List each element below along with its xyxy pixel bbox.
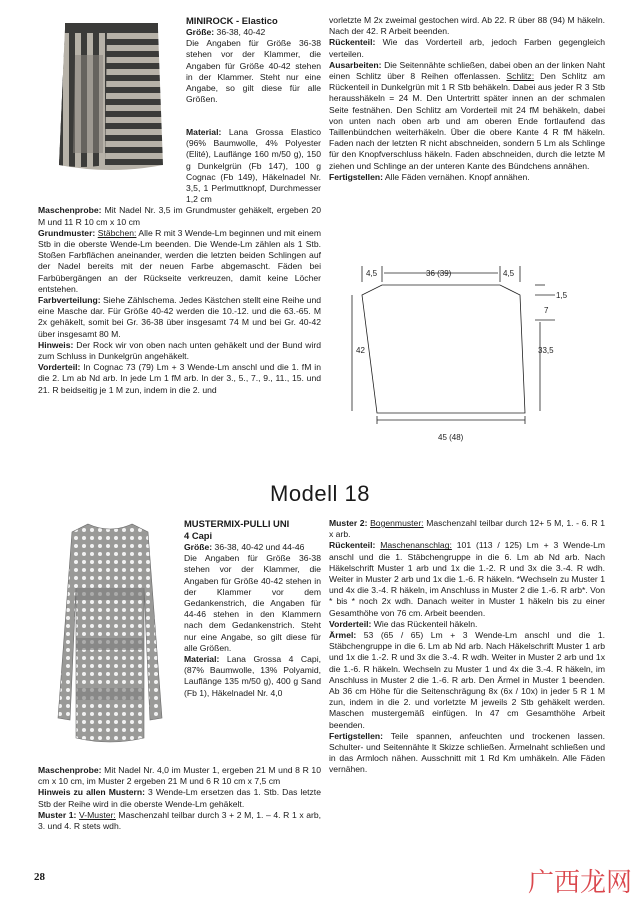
minirock-front-text: In Cognac 73 (79) Lm + 3 Wende-Lm anschl und die 1. fM in die 2. Lm ab Nd arb. In jede Lm 1 fM arb. In der 3., 5., 7., 9., 11., 15. und 21. R beidseitig je 1 M zun, indem in die 2. und bbox=[38, 362, 321, 395]
pulli-instructions-cont bbox=[329, 518, 605, 776]
pulli-note-text: 3 Wende-Lm ersetzen das 1. Stb. Das letzte Stb der Reihe wird in die oberste Wende-Lm gehäkelt. bbox=[38, 787, 321, 809]
minirock-final-text: Alle Fäden vernähen. Knopf annähen. bbox=[382, 171, 530, 182]
pulli-back-sub: Maschenanschlag: bbox=[380, 540, 452, 551]
pulli-material-label: Material: bbox=[184, 654, 220, 665]
model-heading: Modell 18 bbox=[270, 481, 370, 506]
minirock-finishing-label: Ausarbeiten: bbox=[329, 59, 382, 70]
minirock-pattern-label: Grundmuster: bbox=[38, 227, 96, 238]
minirock-gauge-text: Mit Nadel Nr. 3,5 im Grundmuster gehäkelt, ergeben 20 M und 11 R 10 cm x 10 cm bbox=[38, 205, 321, 227]
pulli-sleeve-text: 53 (65 / 65) Lm + 3 Wende-Lm anschl und die 1. Stäbchengruppe in die 6. Lm ab Nd arb. Nach Häkelschrift Muster 1 arb und 1x die 1.-2. R und 3x die 3.-4. R wdh. Weiter in Muster 2 arb und 1x die 1.-6. R häkeln. Wechseln zu Muster 1 und 4x die 3.-4. R häkeln, im Anschluss in Muster 2 die 1.-6. R arb. Den Ärmel in Muster 1 beenden. Ab 36 cm Höhe für die Seitenschrägung 8x (6x / 10x) in jeder 5 R 1 M zun, indem in die 2. und vorletzte M jeweils 2 Stb gehäkelt werden. Maschen mustergemäß einfügen. In 47 cm Gesamthöhe Arbeit beenden. bbox=[329, 630, 605, 730]
schematic-side-height: 33,5 bbox=[538, 346, 554, 355]
minirock-front-text-cont: vorletzte M 2x zweimal gestochen wird. Ab 22. R über 88 (94) M häkeln. Nach der 42. R Arbeit beenden. bbox=[329, 15, 605, 37]
pulli-note-label: Hinweis zu allen Mustern: bbox=[38, 787, 145, 798]
pulli-final-label: Fertigstellen: bbox=[329, 730, 383, 741]
schematic-total-height: 42 bbox=[356, 346, 365, 355]
pulli-front-text: Wie das Rückenteil häkeln. bbox=[371, 618, 478, 629]
pulli-sleeve-label: Ärmel: bbox=[329, 630, 357, 641]
minirock-note-label: Hinweis: bbox=[38, 339, 74, 350]
schematic-top-width: 36 (39) bbox=[426, 269, 452, 278]
pulli-back-label: Rückenteil: bbox=[329, 540, 376, 551]
pulli-gauge-label: Maschenprobe: bbox=[38, 765, 102, 775]
schematic-waistband: 1,5 bbox=[556, 291, 568, 300]
minirock-material-text: Lana Grossa Elastico (96% Baumwolle, 4% Polyester (Elité), Lauflänge 160 m/50 g), 150 g Dunkelgrün (Fb 147), 100 g Cognac (Fb 149), Häkelnadel Nr. 3,5, 1 Perlmuttknopf, Durchmesser 1,2 cm bbox=[186, 127, 321, 205]
pulli-size-label: Größe: bbox=[184, 542, 213, 552]
minirock-colors-text: Siehe Zählschema. Jedes Kästchen stellt eine Reihe und eine Masche dar. Für Größe 40-42 werden die 10.-12. und die 63.-65. M 2x gehäkelt, somit bei Gr. 36-38 über insgesamt 74 M und bei Gr. 40-42 über insgesamt 80 M. bbox=[38, 295, 321, 339]
pulli-pattern2-sub: Bogenmuster: bbox=[370, 518, 424, 528]
minirock-intro bbox=[186, 15, 321, 105]
pulli-pattern1-text: Maschenzahl teilbar durch 3 + 2 M, 1. – 4. R 1 x arb, 3. und 4. R stets wdh. bbox=[38, 809, 322, 832]
pulli-intro bbox=[184, 518, 321, 699]
pulli-back-text: 101 (113 / 125) Lm + 3 Wende-Lm anschl und die 1. Stäbchengruppe in die 6. Lm ab Nd arb. Nach Häkelschrift Muster 1 arb und 1x die 1.-2. R und 3x die 3.-4. R wdh. Weiter in Muster 2 arb und 1x die 1.-6. R häkeln. *Wechseln zu Muster 1 und 4x die 3.-4. R häkeln, im Anschluss in Muster 2 die 1.-6. R arb*. Von * bis * noch 2x wdh. Danach weiter in Muster 1 häkeln bis zu einer Gesamthöhe von 76 cm. Arbeit beenden. bbox=[329, 540, 606, 618]
minirock-finishing-text-2: Den Schlitz am Rückenteil in Dunkelgrün mit 1 R Stb behäkeln. Dabei aus jeder R 3 Stb herausshäkeln = 24 M. Den Untertritt später innen an der schmalen Seite festnähen. Den Schlitz am Vorderteil mit 24 fM behäkeln, dabei von unten nach oben arb und am oberen Ende fortlaufend das Taillenbündchen weiterhäkeln. Über die obere Kante 4 R fM häkeln. Faden nach der letzten R nicht abschneiden, sondern 5 Lm als Schlinge für den Knopfverschluss häkeln. Faden abschneiden, durch die letzte M ziehen und Schlinge an der unteren Kante des Bündchens annähen. bbox=[329, 71, 605, 171]
pulli-photo bbox=[40, 518, 180, 753]
minirock-instructions bbox=[38, 127, 321, 396]
schematic-bottom-width: 45 (48) bbox=[438, 433, 464, 442]
schematic-hip: 7 bbox=[544, 306, 549, 315]
minirock-schematic bbox=[340, 258, 600, 448]
pulli-pattern2-label: Muster 2: bbox=[329, 518, 368, 528]
minirock-final-label: Fertigstellen: bbox=[329, 171, 383, 182]
pulli-pattern1-label: Muster 1: bbox=[38, 809, 77, 820]
pulli-gauge-text: Mit Nadel Nr. 4,0 im Muster 1, ergeben 21 M und 8 R 10 cm x 10 cm, im Muster 2 ergeben 21 M und 6 R 10 cm x 7,5 cm bbox=[38, 765, 321, 787]
minirock-colors-label: Farbverteilung: bbox=[38, 295, 101, 306]
schematic-top-right: 4,5 bbox=[503, 269, 515, 278]
minirock-back-text: Wie das Vorderteil arb, jedoch Farben gegengleich verteilen. bbox=[329, 37, 605, 59]
minirock-note-text: Der Rock wir von oben nach unten gehäkelt und der Bund wird zum Schluss in Dunkelgrün angehäkelt. bbox=[38, 339, 321, 362]
pulli-pattern2-text: Maschenzahl teilbar durch 12+ 5 M, 1. - 6. R 1 x arb. bbox=[329, 518, 606, 540]
minirock-size-label: Größe: bbox=[186, 27, 215, 37]
minirock-size-note: Die Angaben für Größe 36-38 stehen vor der Klammer, die Angaben für Größe 40-42 stehen in der Klammer. Steht nur eine Angabe, so gilt diese für alle Größen. bbox=[186, 38, 321, 105]
pulli-final-text: Teile spannen, anfeuchten und trockenen lassen. Schulter- und Seitennähte lt Skizze schließen. Ärmelnaht schließen und in das Armloch nähen. Ausschnitt mit 1 Rd Km umhäkeln. Alle Fäden vernähen. bbox=[329, 730, 605, 775]
pulli-pattern1-sub: V-Muster: bbox=[79, 809, 116, 820]
pulli-material-text: Lana Grossa 4 Capi, (87% Baumwolle, 13% Polyamid, Lauflänge 135 m/50 g), 400 g Sand (Fb 1), Häkelnadel Nr. 4,0 bbox=[184, 654, 321, 698]
minirock-instructions-cont bbox=[329, 15, 605, 183]
minirock-back-label: Rückenteil: bbox=[329, 37, 376, 48]
minirock-material-label: Material: bbox=[186, 127, 222, 137]
minirock-gauge-label: Maschenprobe: bbox=[38, 205, 102, 216]
watermark-logo: 广西龙网 bbox=[528, 868, 633, 898]
pulli-size-note: Die Angaben für Größe 36-38 stehen vor der Klammer, die Angaben für Größe 40-42 stehen in der Klammer vor dem Gedankenstrich, die Angaben für 44-46 stehen in den Klammern nach dem Gedankenstrich. Steht nur eine Angabe, so gilt diese für alle Größen. bbox=[184, 553, 321, 653]
minirock-front-label: Vorderteil: bbox=[38, 362, 81, 373]
minirock-pattern-text: Alle R mit 3 Wende-Lm beginnen und mit einem Stb in die oberste Wende-Lm beenden. Die Wende-Lm zählen als 1 Stb. Stoßen Farbflächen aneinander, werden die letzten beiden Schlingen auf der Nadel bereits mit der neuen Farbe abgemascht. Fäden bei Farbübergängen an der Rückseite verkreuzen, damit keine Löcher entstehen. bbox=[38, 227, 321, 294]
minirock-pattern-sub: Stäbchen: bbox=[97, 227, 137, 238]
minirock-slit-label: Schlitz: bbox=[506, 71, 535, 82]
pulli-size-value: 36-38, 40-42 und 44-46 bbox=[212, 542, 305, 552]
pulli-title: MUSTERMIX-PULLI UNI bbox=[184, 518, 290, 529]
page-number: 28 bbox=[34, 871, 45, 883]
minirock-size-value: 36-38, 40-42 bbox=[214, 27, 266, 37]
minirock-finishing-text-1: Die Seitennähte schließen, dabei oben an der linken Naht einen Schlitz über 8 Reihen offenlassen. bbox=[329, 59, 605, 82]
schematic-top-left: 4,5 bbox=[366, 269, 378, 278]
minirock-title: MINIROCK - Elastico bbox=[186, 15, 278, 26]
pulli-front-label: Vorderteil: bbox=[329, 618, 372, 629]
pulli-instructions bbox=[38, 765, 321, 832]
pulli-subtitle: 4 Capi bbox=[184, 530, 213, 541]
